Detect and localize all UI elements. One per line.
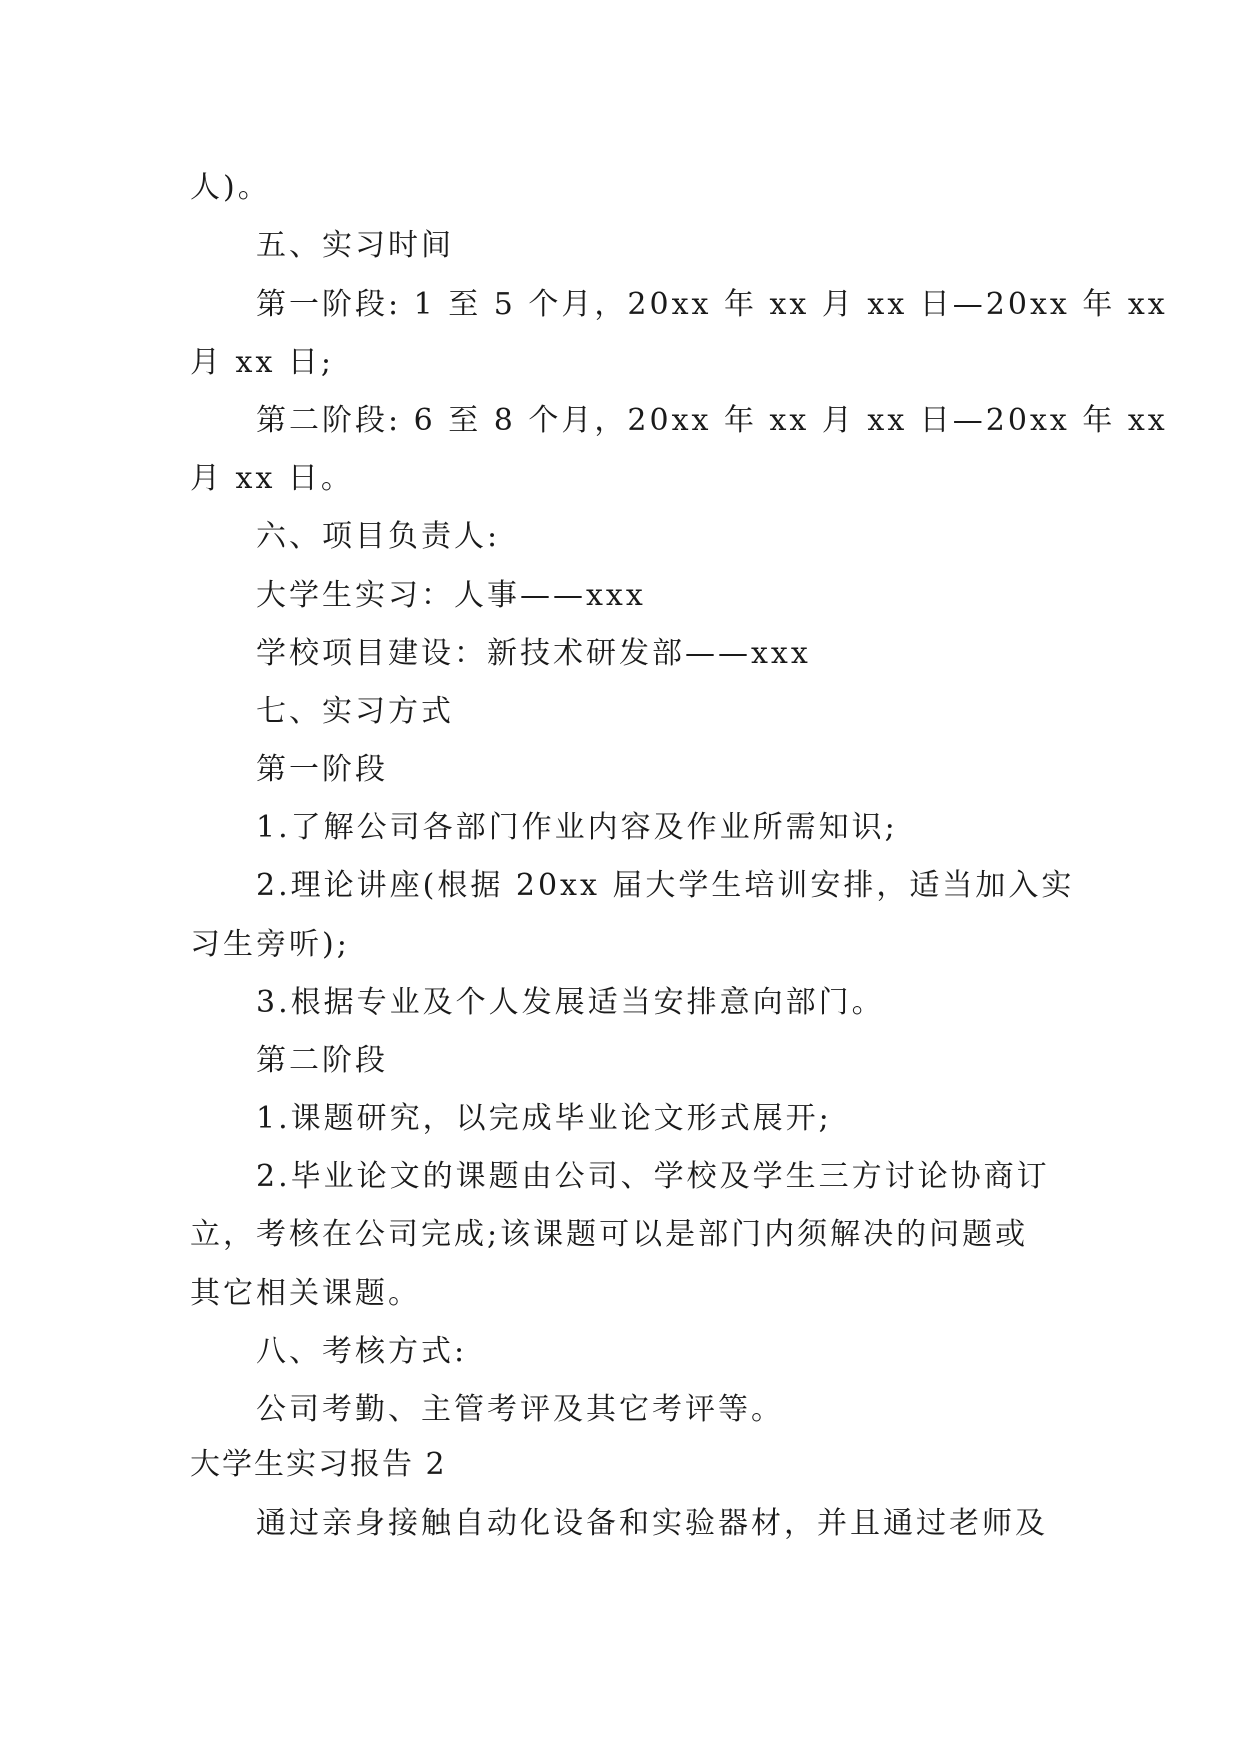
- text-line: 习生旁听);: [190, 927, 350, 962]
- section-heading-internship-time: 五、实习时间: [256, 228, 454, 263]
- subheading-phase-two: 第二阶段: [256, 1043, 388, 1078]
- text-line: 公司考勤、主管考评及其它考评等。: [256, 1392, 784, 1427]
- text-line: 1.课题研究，以完成毕业论文形式展开;: [256, 1101, 832, 1136]
- text-line: 月 xx 日。: [190, 461, 354, 496]
- text-line: 大学生实习：人事——xxx: [256, 578, 646, 613]
- text-line: 人)。: [190, 170, 271, 205]
- report-title: 大学生实习报告 2: [190, 1447, 447, 1482]
- text-line: 第二阶段: 6 至 8 个月，20xx 年 xx 月 xx 日—20xx 年 xx: [256, 403, 1168, 438]
- text-line: 通过亲身接触自动化设备和实验器材，并且通过老师及: [256, 1506, 1048, 1541]
- section-heading-assessment: 八、考核方式:: [256, 1334, 468, 1369]
- text-line: 2.毕业论文的课题由公司、学校及学生三方讨论协商订: [256, 1159, 1050, 1194]
- text-line: 立，考核在公司完成;该课题可以是部门内须解决的问题或: [190, 1217, 1029, 1252]
- section-heading-project-lead: 六、项目负责人:: [256, 519, 501, 554]
- text-line: 3.根据专业及个人发展适当安排意向部门。: [256, 985, 885, 1020]
- section-heading-internship-method: 七、实习方式: [256, 694, 454, 729]
- subheading-phase-one: 第一阶段: [256, 752, 388, 787]
- text-line: 2.理论讲座(根据 20xx 届大学生培训安排，适当加入实: [256, 868, 1075, 903]
- text-line: 月 xx 日;: [190, 345, 335, 380]
- text-line: 1.了解公司各部门作业内容及作业所需知识;: [256, 810, 898, 845]
- text-line: 其它相关课题。: [190, 1276, 421, 1311]
- text-line: 学校项目建设：新技术研发部——xxx: [256, 636, 811, 671]
- text-line: 第一阶段: 1 至 5 个月，20xx 年 xx 月 xx 日—20xx 年 xx: [256, 287, 1168, 322]
